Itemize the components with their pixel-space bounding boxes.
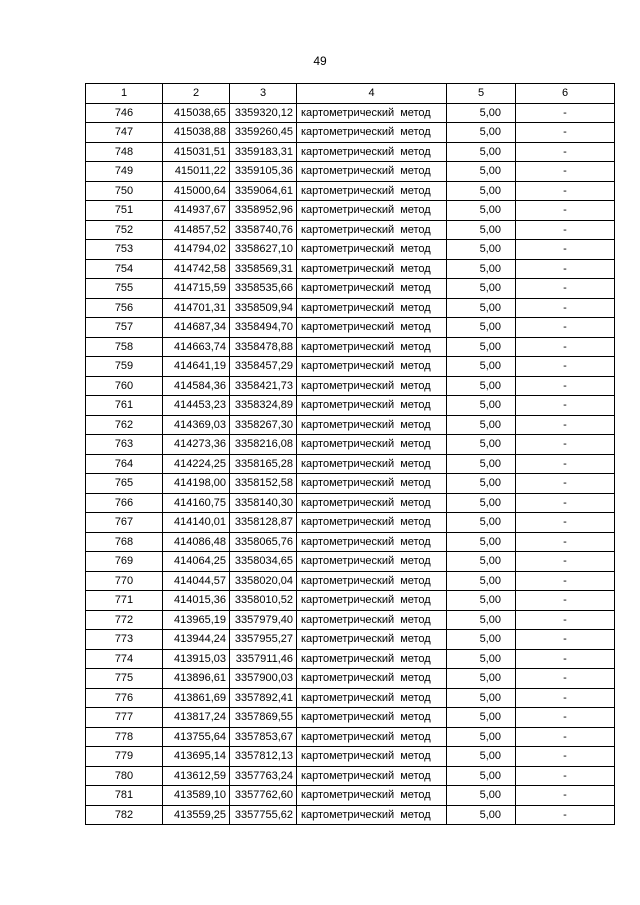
y-coordinate-cell: 3357979,40 — [230, 610, 297, 630]
point-number-cell: 776 — [86, 688, 163, 708]
method-cell: картометрический метод — [297, 259, 447, 279]
table-row — [86, 162, 615, 182]
x-coordinate-cell: 414369,03 — [163, 415, 230, 435]
x-coordinate-cell: 414687,34 — [163, 318, 230, 338]
y-coordinate-cell: 3358478,88 — [230, 337, 297, 357]
x-coordinate-cell: 415038,65 — [163, 103, 230, 123]
method-cell: картометрический метод — [297, 766, 447, 786]
point-number-cell: 753 — [86, 240, 163, 260]
method-cell: картометрический метод — [297, 669, 447, 689]
method-cell: картометрический метод — [297, 454, 447, 474]
point-number-cell: 764 — [86, 454, 163, 474]
table-row — [86, 610, 615, 630]
method-cell: картометрический метод — [297, 318, 447, 338]
point-number-cell: 772 — [86, 610, 163, 630]
x-coordinate-cell: 414198,00 — [163, 474, 230, 494]
table-row — [86, 396, 615, 416]
note-cell: - — [516, 435, 615, 455]
x-coordinate-cell: 414641,19 — [163, 357, 230, 377]
header-cell-4: 4 — [297, 84, 447, 104]
method-cell: картометрический метод — [297, 591, 447, 611]
table-row — [86, 415, 615, 435]
accuracy-cell: 5,00 — [447, 688, 516, 708]
point-number-cell: 752 — [86, 220, 163, 240]
table-row — [86, 649, 615, 669]
y-coordinate-cell: 3358509,94 — [230, 298, 297, 318]
accuracy-cell: 5,00 — [447, 630, 516, 650]
point-number-cell: 774 — [86, 649, 163, 669]
point-number-cell: 761 — [86, 396, 163, 416]
accuracy-cell: 5,00 — [447, 435, 516, 455]
note-cell: - — [516, 493, 615, 513]
table-row — [86, 318, 615, 338]
note-cell: - — [516, 669, 615, 689]
y-coordinate-cell: 3358128,87 — [230, 513, 297, 533]
method-cell: картометрический метод — [297, 610, 447, 630]
note-cell: - — [516, 337, 615, 357]
point-number-cell: 746 — [86, 103, 163, 123]
x-coordinate-cell: 415000,64 — [163, 181, 230, 201]
note-cell: - — [516, 357, 615, 377]
note-cell: - — [516, 279, 615, 299]
y-coordinate-cell: 3357955,27 — [230, 630, 297, 650]
method-cell: картометрический метод — [297, 571, 447, 591]
method-cell: картометрический метод — [297, 474, 447, 494]
table-row — [86, 357, 615, 377]
point-number-cell: 760 — [86, 376, 163, 396]
x-coordinate-cell: 413896,61 — [163, 669, 230, 689]
accuracy-cell: 5,00 — [447, 649, 516, 669]
table-row — [86, 552, 615, 572]
x-coordinate-cell: 414224,25 — [163, 454, 230, 474]
y-coordinate-cell: 3357892,41 — [230, 688, 297, 708]
x-coordinate-cell: 413861,69 — [163, 688, 230, 708]
point-number-cell: 755 — [86, 279, 163, 299]
note-cell: - — [516, 786, 615, 806]
method-cell: картометрический метод — [297, 493, 447, 513]
x-coordinate-cell: 415038,88 — [163, 123, 230, 143]
table-row — [86, 376, 615, 396]
x-coordinate-cell: 414937,67 — [163, 201, 230, 221]
y-coordinate-cell: 3358952,96 — [230, 201, 297, 221]
table-row — [86, 123, 615, 143]
y-coordinate-cell: 3357911,46 — [230, 649, 297, 669]
y-coordinate-cell: 3358324,89 — [230, 396, 297, 416]
note-cell: - — [516, 123, 615, 143]
y-coordinate-cell: 3359260,45 — [230, 123, 297, 143]
table-row — [86, 435, 615, 455]
note-cell: - — [516, 318, 615, 338]
accuracy-cell: 5,00 — [447, 220, 516, 240]
y-coordinate-cell: 3358010,52 — [230, 591, 297, 611]
note-cell: - — [516, 805, 615, 825]
table-row — [86, 181, 615, 201]
method-cell: картометрический метод — [297, 337, 447, 357]
point-number-cell: 770 — [86, 571, 163, 591]
x-coordinate-cell: 414715,59 — [163, 279, 230, 299]
point-number-cell: 757 — [86, 318, 163, 338]
header-cell-2: 2 — [163, 84, 230, 104]
method-cell: картометрический метод — [297, 279, 447, 299]
table-row — [86, 727, 615, 747]
note-cell: - — [516, 513, 615, 533]
table-row — [86, 591, 615, 611]
accuracy-cell: 5,00 — [447, 786, 516, 806]
note-cell: - — [516, 298, 615, 318]
point-number-cell: 749 — [86, 162, 163, 182]
point-number-cell: 763 — [86, 435, 163, 455]
accuracy-cell: 5,00 — [447, 474, 516, 494]
table-row — [86, 201, 615, 221]
point-number-cell: 751 — [86, 201, 163, 221]
method-cell: картометрический метод — [297, 357, 447, 377]
method-cell: картометрический метод — [297, 513, 447, 533]
table-row — [86, 747, 615, 767]
method-cell: картометрический метод — [297, 415, 447, 435]
y-coordinate-cell: 3358740,76 — [230, 220, 297, 240]
table-row — [86, 532, 615, 552]
accuracy-cell: 5,00 — [447, 103, 516, 123]
note-cell: - — [516, 240, 615, 260]
note-cell: - — [516, 415, 615, 435]
x-coordinate-cell: 413755,64 — [163, 727, 230, 747]
accuracy-cell: 5,00 — [447, 240, 516, 260]
note-cell: - — [516, 532, 615, 552]
accuracy-cell: 5,00 — [447, 181, 516, 201]
y-coordinate-cell: 3357869,55 — [230, 708, 297, 728]
x-coordinate-cell: 414160,75 — [163, 493, 230, 513]
method-cell: картометрический метод — [297, 162, 447, 182]
accuracy-cell: 5,00 — [447, 513, 516, 533]
accuracy-cell: 5,00 — [447, 415, 516, 435]
method-cell: картометрический метод — [297, 240, 447, 260]
accuracy-cell: 5,00 — [447, 747, 516, 767]
accuracy-cell: 5,00 — [447, 766, 516, 786]
point-number-cell: 756 — [86, 298, 163, 318]
accuracy-cell: 5,00 — [447, 454, 516, 474]
note-cell: - — [516, 103, 615, 123]
header-cell-6: 6 — [516, 84, 615, 104]
note-cell: - — [516, 396, 615, 416]
note-cell: - — [516, 766, 615, 786]
method-cell: картометрический метод — [297, 805, 447, 825]
point-number-cell: 781 — [86, 786, 163, 806]
accuracy-cell: 5,00 — [447, 123, 516, 143]
y-coordinate-cell: 3358034,65 — [230, 552, 297, 572]
method-cell: картометрический метод — [297, 142, 447, 162]
x-coordinate-cell: 414015,36 — [163, 591, 230, 611]
x-coordinate-cell: 414857,52 — [163, 220, 230, 240]
table-row — [86, 337, 615, 357]
accuracy-cell: 5,00 — [447, 318, 516, 338]
method-cell: картометрический метод — [297, 747, 447, 767]
point-number-cell: 769 — [86, 552, 163, 572]
note-cell: - — [516, 220, 615, 240]
accuracy-cell: 5,00 — [447, 259, 516, 279]
point-number-cell: 767 — [86, 513, 163, 533]
method-cell: картометрический метод — [297, 103, 447, 123]
method-cell: картометрический метод — [297, 298, 447, 318]
point-number-cell: 747 — [86, 123, 163, 143]
table-row — [86, 630, 615, 650]
header-cell-3: 3 — [230, 84, 297, 104]
y-coordinate-cell: 3359105,36 — [230, 162, 297, 182]
header-cell-1: 1 — [86, 84, 163, 104]
point-number-cell: 748 — [86, 142, 163, 162]
point-number-cell: 780 — [86, 766, 163, 786]
x-coordinate-cell: 414453,23 — [163, 396, 230, 416]
y-coordinate-cell: 3358457,29 — [230, 357, 297, 377]
x-coordinate-cell: 413612,59 — [163, 766, 230, 786]
accuracy-cell: 5,00 — [447, 162, 516, 182]
accuracy-cell: 5,00 — [447, 591, 516, 611]
method-cell: картометрический метод — [297, 786, 447, 806]
accuracy-cell: 5,00 — [447, 357, 516, 377]
note-cell: - — [516, 552, 615, 572]
x-coordinate-cell: 413589,10 — [163, 786, 230, 806]
accuracy-cell: 5,00 — [447, 532, 516, 552]
point-number-cell: 750 — [86, 181, 163, 201]
table-header-row — [86, 84, 615, 104]
method-cell: картометрический метод — [297, 630, 447, 650]
table-row — [86, 571, 615, 591]
table-row — [86, 688, 615, 708]
y-coordinate-cell: 3358216,08 — [230, 435, 297, 455]
note-cell: - — [516, 591, 615, 611]
table-body — [86, 84, 615, 825]
x-coordinate-cell: 414742,58 — [163, 259, 230, 279]
point-number-cell: 771 — [86, 591, 163, 611]
point-number-cell: 779 — [86, 747, 163, 767]
method-cell: картометрический метод — [297, 376, 447, 396]
method-cell: картометрический метод — [297, 649, 447, 669]
table-row — [86, 805, 615, 825]
y-coordinate-cell: 3358065,76 — [230, 532, 297, 552]
point-number-cell: 759 — [86, 357, 163, 377]
point-number-cell: 778 — [86, 727, 163, 747]
x-coordinate-cell: 413559,25 — [163, 805, 230, 825]
note-cell: - — [516, 142, 615, 162]
y-coordinate-cell: 3358152,58 — [230, 474, 297, 494]
accuracy-cell: 5,00 — [447, 376, 516, 396]
point-number-cell: 768 — [86, 532, 163, 552]
method-cell: картометрический метод — [297, 396, 447, 416]
page-number: 49 — [313, 54, 327, 68]
point-number-cell: 758 — [86, 337, 163, 357]
point-number-cell: 777 — [86, 708, 163, 728]
table-row — [86, 474, 615, 494]
x-coordinate-cell: 414064,25 — [163, 552, 230, 572]
table-row — [86, 669, 615, 689]
point-number-cell: 765 — [86, 474, 163, 494]
y-coordinate-cell: 3357763,24 — [230, 766, 297, 786]
method-cell: картометрический метод — [297, 123, 447, 143]
table-row — [86, 298, 615, 318]
y-coordinate-cell: 3358569,31 — [230, 259, 297, 279]
y-coordinate-cell: 3357900,03 — [230, 669, 297, 689]
table-row — [86, 454, 615, 474]
table-row — [86, 142, 615, 162]
y-coordinate-cell: 3357812,13 — [230, 747, 297, 767]
method-cell: картометрический метод — [297, 727, 447, 747]
table-row — [86, 786, 615, 806]
accuracy-cell: 5,00 — [447, 708, 516, 728]
table-row — [86, 493, 615, 513]
note-cell: - — [516, 201, 615, 221]
x-coordinate-cell: 414044,57 — [163, 571, 230, 591]
table-row — [86, 220, 615, 240]
method-cell: картометрический метод — [297, 201, 447, 221]
accuracy-cell: 5,00 — [447, 201, 516, 221]
table-row — [86, 103, 615, 123]
y-coordinate-cell: 3357762,60 — [230, 786, 297, 806]
point-number-cell: 775 — [86, 669, 163, 689]
accuracy-cell: 5,00 — [447, 337, 516, 357]
x-coordinate-cell: 413944,24 — [163, 630, 230, 650]
table-row — [86, 766, 615, 786]
x-coordinate-cell: 414584,36 — [163, 376, 230, 396]
x-coordinate-cell: 413695,14 — [163, 747, 230, 767]
y-coordinate-cell: 3357853,67 — [230, 727, 297, 747]
x-coordinate-cell: 414663,74 — [163, 337, 230, 357]
note-cell: - — [516, 610, 615, 630]
method-cell: картометрический метод — [297, 181, 447, 201]
y-coordinate-cell: 3358267,30 — [230, 415, 297, 435]
x-coordinate-cell: 414086,48 — [163, 532, 230, 552]
method-cell: картометрический метод — [297, 688, 447, 708]
point-number-cell: 762 — [86, 415, 163, 435]
x-coordinate-cell: 414273,36 — [163, 435, 230, 455]
table-row — [86, 240, 615, 260]
point-number-cell: 766 — [86, 493, 163, 513]
table-row — [86, 708, 615, 728]
note-cell: - — [516, 630, 615, 650]
x-coordinate-cell: 414701,31 — [163, 298, 230, 318]
accuracy-cell: 5,00 — [447, 142, 516, 162]
method-cell: картометрический метод — [297, 435, 447, 455]
x-coordinate-cell: 415031,51 — [163, 142, 230, 162]
x-coordinate-cell: 413965,19 — [163, 610, 230, 630]
accuracy-cell: 5,00 — [447, 396, 516, 416]
y-coordinate-cell: 3358535,66 — [230, 279, 297, 299]
coordinates-table — [85, 83, 615, 825]
y-coordinate-cell: 3357755,62 — [230, 805, 297, 825]
header-cell-5: 5 — [447, 84, 516, 104]
note-cell: - — [516, 376, 615, 396]
note-cell: - — [516, 454, 615, 474]
y-coordinate-cell: 3358627,10 — [230, 240, 297, 260]
accuracy-cell: 5,00 — [447, 669, 516, 689]
accuracy-cell: 5,00 — [447, 610, 516, 630]
method-cell: картометрический метод — [297, 220, 447, 240]
accuracy-cell: 5,00 — [447, 279, 516, 299]
y-coordinate-cell: 3359183,31 — [230, 142, 297, 162]
note-cell: - — [516, 727, 615, 747]
table-row — [86, 513, 615, 533]
y-coordinate-cell: 3358421,73 — [230, 376, 297, 396]
y-coordinate-cell: 3358140,30 — [230, 493, 297, 513]
method-cell: картометрический метод — [297, 708, 447, 728]
y-coordinate-cell: 3359320,12 — [230, 103, 297, 123]
method-cell: картометрический метод — [297, 532, 447, 552]
note-cell: - — [516, 688, 615, 708]
accuracy-cell: 5,00 — [447, 298, 516, 318]
point-number-cell: 782 — [86, 805, 163, 825]
note-cell: - — [516, 474, 615, 494]
y-coordinate-cell: 3358020,04 — [230, 571, 297, 591]
x-coordinate-cell: 413817,24 — [163, 708, 230, 728]
note-cell: - — [516, 181, 615, 201]
x-coordinate-cell: 413915,03 — [163, 649, 230, 669]
x-coordinate-cell: 414140,01 — [163, 513, 230, 533]
table-row — [86, 279, 615, 299]
y-coordinate-cell: 3358165,28 — [230, 454, 297, 474]
note-cell: - — [516, 747, 615, 767]
note-cell: - — [516, 708, 615, 728]
accuracy-cell: 5,00 — [447, 552, 516, 572]
y-coordinate-cell: 3358494,70 — [230, 318, 297, 338]
note-cell: - — [516, 259, 615, 279]
accuracy-cell: 5,00 — [447, 727, 516, 747]
y-coordinate-cell: 3359064,61 — [230, 181, 297, 201]
point-number-cell: 773 — [86, 630, 163, 650]
point-number-cell: 754 — [86, 259, 163, 279]
note-cell: - — [516, 649, 615, 669]
accuracy-cell: 5,00 — [447, 805, 516, 825]
note-cell: - — [516, 571, 615, 591]
accuracy-cell: 5,00 — [447, 493, 516, 513]
x-coordinate-cell: 415011,22 — [163, 162, 230, 182]
table-row — [86, 259, 615, 279]
accuracy-cell: 5,00 — [447, 571, 516, 591]
x-coordinate-cell: 414794,02 — [163, 240, 230, 260]
method-cell: картометрический метод — [297, 552, 447, 572]
note-cell: - — [516, 162, 615, 182]
